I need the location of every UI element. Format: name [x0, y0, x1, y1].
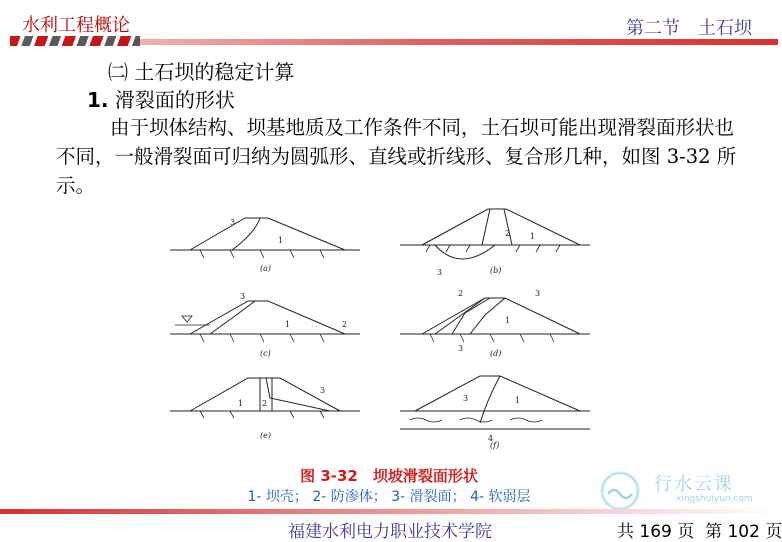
label-c-2: 2 [342, 320, 348, 329]
panel-f-diagram [400, 376, 590, 429]
watermark-url: xingshuiyun.com [676, 494, 753, 504]
panel-a-label: (a) [260, 264, 272, 273]
label-d-3top: 3 [535, 289, 541, 298]
heading-number: 1. [87, 88, 109, 112]
current-suffix: 页 [759, 522, 782, 542]
course-title: 水利工程概论 [22, 15, 130, 36]
subsection-title: ㈡ 土石坝的稳定计算 [108, 60, 295, 84]
total-pages: 169 [639, 522, 672, 542]
label-b-3: 3 [437, 268, 443, 277]
footer-divider [0, 509, 778, 514]
label-f-1: 1 [515, 396, 521, 405]
point-heading [87, 84, 235, 113]
panel-c-label: (c) [260, 349, 271, 358]
panel-e-diagram [170, 378, 360, 418]
figure-caption: 图 3-32 坝坡滑裂面形状 [300, 467, 478, 485]
label-c-3: 3 [240, 292, 246, 301]
panel-b-diagram [400, 209, 590, 259]
label-f-4: 4 [488, 434, 494, 443]
label-d-3bottom: 3 [458, 344, 464, 353]
label-f-3: 3 [463, 394, 469, 403]
label-e-2: 2 [262, 399, 268, 408]
panel-e-label: (e) [260, 431, 271, 440]
panel-f-label: (f) [490, 441, 500, 450]
label-b-1: 1 [530, 232, 536, 241]
body-paragraph: 由于坝体结构、坝基地质及工作条件不同，土石坝可能出现滑裂面形状也不同，一般滑裂面可归纳为圆弧形、直线或折线形、复合形几种，如图 3-32 所示。 [56, 116, 737, 197]
panel-c-diagram [170, 301, 360, 342]
section-title: 第二节 土石坝 [626, 18, 752, 39]
slip-surface-figure [160, 203, 600, 448]
label-a-1: 1 [278, 236, 284, 245]
panel-d-label: (d) [490, 349, 502, 358]
heading-text: 滑裂面的形状 [108, 88, 235, 112]
watermark-text: 行水云课 [654, 474, 734, 495]
header-stripes-decoration [10, 36, 140, 46]
label-e-3: 3 [320, 386, 326, 395]
label-d-1: 1 [505, 316, 511, 325]
current-page: 102 [727, 522, 760, 542]
school-name: 福建水利电力职业技术学院 [288, 522, 492, 542]
total-prefix: 共 [617, 522, 640, 542]
panel-d-diagram [400, 298, 590, 342]
label-b-2: 2 [505, 229, 511, 238]
page-counter [617, 517, 782, 542]
panel-a-diagram [170, 218, 360, 258]
panel-b-label: (b) [490, 266, 502, 275]
label-e-1: 1 [238, 399, 244, 408]
total-suffix: 页 第 [671, 522, 728, 542]
label-a-3: 3 [230, 218, 236, 227]
label-d-2: 2 [458, 289, 464, 298]
figure-legend: 1- 坝壳； 2- 防渗体； 3- 滑裂面； 4- 软弱层 [247, 489, 531, 505]
label-c-1: 1 [285, 320, 291, 329]
